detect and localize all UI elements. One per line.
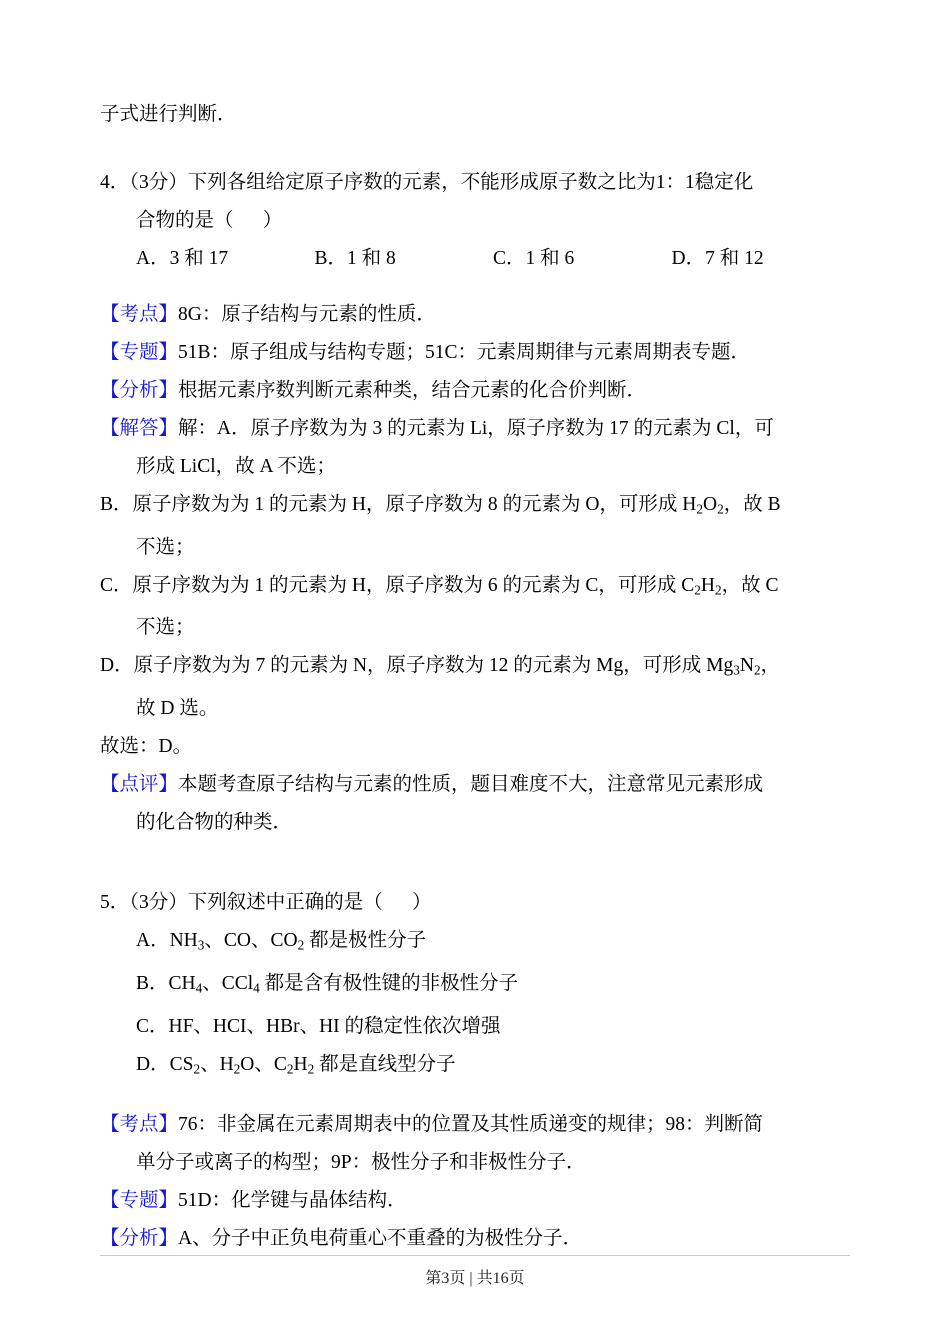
- q5-option-c: C．HF、HCI、HBr、HI 的稳定性依次增强: [136, 1015, 501, 1037]
- jieda-line-1: 解：A．原子序数为为 3 的元素为 Li，原子序数为 17 的元素为 Cl，可: [178, 418, 774, 439]
- question-4: [100, 164, 850, 842]
- jieda-line-6: 不选；: [136, 617, 195, 639]
- kaodian-tag: 【考点】: [100, 304, 179, 325]
- q4-fenxi-row: [100, 372, 850, 410]
- zhuanti-tag: 【专题】: [100, 342, 179, 363]
- jieda-final-answer: 故选：D。: [100, 736, 193, 758]
- q5-fenxi-row: [100, 1220, 850, 1258]
- q4-jieda-row: [100, 410, 850, 448]
- fenxi-text: 根据元素序数判断元素种类，结合元素的化合价判断．: [178, 380, 647, 401]
- q5-option-a: A．$NH_3$、CO、$CO_2$ 都是极性分子: [136, 930, 427, 953]
- zhuanti-tag: 【专题】: [100, 1190, 179, 1212]
- jieda-line-3: B．原子序数为为 1 的元素为 H，原子序数为 8 的元素为 O，可形成 $H_2O_2$，故 B: [100, 494, 781, 517]
- q5-option-d: D．$CS_2$、$H_2O$、$C_2H_2$ 都是直线型分子: [136, 1053, 456, 1077]
- q5-option-b: B．$CH_4$、CCl$_4$ 都是含有极性键的非极性分子: [136, 972, 519, 996]
- q4-stem-line1: 4．（3分）下列各组给定原子序数的元素，不能形成原子数之比为1：1稳定化: [100, 172, 754, 193]
- q4-kaodian-row: [100, 296, 850, 334]
- dianping-line-1: 本题考查原子结构与元素的性质，题目难度不大，注意常见元素形成: [178, 774, 764, 796]
- jieda-line-4: 不选；: [136, 536, 195, 558]
- kaodian-text: 76：非金属在元素周期表中的位置及其性质递变的规律；98：判断简: [178, 1114, 764, 1136]
- dianping-line-2: 的化合物的种类．: [136, 812, 293, 834]
- jieda-tag: 【解答】: [100, 418, 179, 439]
- page-number: 第3页 | 共16页: [417, 1265, 532, 1288]
- q5-zhuanti-row: [100, 1182, 850, 1220]
- zhuanti-text: 51D：化学键与晶体结构．: [178, 1190, 407, 1212]
- fenxi-tag: 【分析】: [100, 380, 179, 401]
- q4-option-d: D．7 和 12: [671, 248, 764, 269]
- question-5: [100, 884, 850, 1258]
- spacer: [100, 1088, 850, 1106]
- q4-option-b: B．1 和 8: [314, 248, 396, 269]
- q4-option-a: A．3 和 17: [136, 248, 229, 269]
- jieda-line-2: 形成 LiCl，故 A 不选；: [136, 456, 336, 477]
- kaodian-text: 8G：原子结构与元素的性质．: [178, 304, 436, 325]
- jieda-line-7: D．原子序数为为 7 的元素为 N，原子序数为 12 的元素为 Mg，可形成 $Mg_3N_2$，: [100, 655, 781, 679]
- jieda-line-5: C．原子序数为为 1 的元素为 H，原子序数为 6 的元素为 C，可形成 $C_2H_2$，故 C: [100, 574, 779, 598]
- spacer: [100, 278, 850, 296]
- q4-dianping-row: [100, 766, 850, 804]
- q4-zhuanti-row: [100, 334, 850, 372]
- footer-rule: [100, 1255, 850, 1256]
- q5-kaodian-row: [100, 1106, 850, 1144]
- q4-option-c: C．1 和 6: [493, 248, 575, 269]
- top-fragment-text: 子式进行判断．: [100, 104, 237, 125]
- zhuanti-text: 51B：原子组成与结构专题；51C：元素周期律与元素周期表专题．: [178, 342, 751, 363]
- spacer: [100, 134, 850, 164]
- spacer: [100, 842, 850, 884]
- q5-stem: 5．（3分）下列叙述中正确的是（ ）: [100, 892, 432, 914]
- page-footer: [0, 1265, 950, 1288]
- q5-kaodian-cont: 单分子或离子的构型；9P：极性分子和非极性分子．: [136, 1152, 586, 1174]
- q4-options: [100, 240, 850, 278]
- fenxi-text: A、分子中正负电荷重心不重叠的为极性分子．: [178, 1228, 583, 1250]
- fenxi-tag: 【分析】: [100, 1228, 179, 1250]
- q4-stem-line2: 合物的是（ ）: [136, 210, 283, 231]
- kaodian-tag: 【考点】: [100, 1114, 179, 1136]
- jieda-line-8: 故 D 选。: [136, 698, 219, 720]
- dianping-tag: 【点评】: [100, 774, 179, 796]
